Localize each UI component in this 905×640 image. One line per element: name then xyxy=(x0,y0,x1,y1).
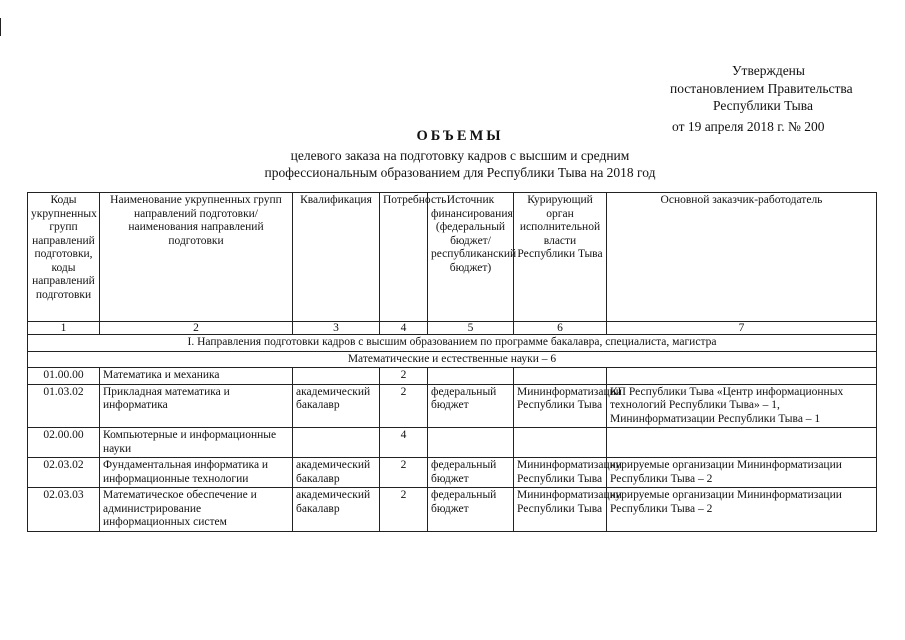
subsection-row xyxy=(28,351,877,368)
row-curator: Мининформатизации Республики Тыва xyxy=(514,488,607,532)
column-number: 3 xyxy=(293,322,380,335)
table-header-row xyxy=(28,193,877,322)
row-qualification xyxy=(293,368,380,385)
row-need: 2 xyxy=(380,488,428,532)
table-row xyxy=(28,458,877,488)
quota-table xyxy=(27,192,877,532)
row-name: Компьютерные и информационные науки xyxy=(100,428,293,458)
table-row xyxy=(28,488,877,532)
header-codes: Коды укрупненных групп направлений подготовки, коды направлений подготовки xyxy=(28,193,100,322)
row-curator: Мининформатизации Республики Тыва xyxy=(514,458,607,488)
row-name: Фундаментальная информатика и информационные технологии xyxy=(100,458,293,488)
page-edge-mark xyxy=(0,18,1,36)
column-number: 2 xyxy=(100,322,293,335)
document-title: ОБЪЕМЫ xyxy=(416,128,504,144)
header-customer: Основной заказчик-работодатель xyxy=(607,193,877,322)
column-number: 5 xyxy=(428,322,514,335)
row-need: 4 xyxy=(380,428,428,458)
row-need: 2 xyxy=(380,458,428,488)
document-subtitle xyxy=(170,147,750,181)
row-funding: федеральный бюджет xyxy=(428,384,514,428)
row-funding: федеральный бюджет xyxy=(428,458,514,488)
row-code: 01.03.02 xyxy=(28,384,100,428)
column-number-row xyxy=(28,322,877,335)
row-curator xyxy=(514,368,607,385)
approval-line: Утверждены xyxy=(732,63,805,78)
header-qualification: Квалификация xyxy=(293,193,380,322)
approval-line: Республики Тыва xyxy=(713,98,813,113)
row-funding xyxy=(428,368,514,385)
row-code: 02.03.02 xyxy=(28,458,100,488)
row-qualification: академический бакалавр xyxy=(293,488,380,532)
header-funding: Источник финансирования (федеральный бюджет/республиканский бюджет) xyxy=(428,193,514,322)
row-code: 02.03.03 xyxy=(28,488,100,532)
table-container xyxy=(27,192,876,640)
row-qualification xyxy=(293,428,380,458)
row-funding xyxy=(428,428,514,458)
row-customer xyxy=(607,368,877,385)
section-row xyxy=(28,335,877,352)
column-number: 4 xyxy=(380,322,428,335)
row-customer: курируемые организации Мининформатизации Республики Тыва – 2 xyxy=(607,458,877,488)
table-row xyxy=(28,368,877,385)
row-code: 01.00.00 xyxy=(28,368,100,385)
subtitle-line: профессиональным образованием для Республики Тыва на 2018 год xyxy=(264,165,656,180)
approval-block xyxy=(640,62,900,135)
column-number: 1 xyxy=(28,322,100,335)
approval-line: постановлением Правительства xyxy=(670,80,853,96)
row-qualification: академический бакалавр xyxy=(293,384,380,428)
subtitle-line: целевого заказа на подготовку кадров с высшим и средним xyxy=(290,148,630,163)
header-curator: Курирующий орган исполнительной власти Республики Тыва xyxy=(514,193,607,322)
subsection-heading: Математические и естественные науки – 6 xyxy=(28,351,877,368)
row-funding: федеральный бюджет xyxy=(428,488,514,532)
approval-date: от 19 апреля 2018 г. № 200 xyxy=(672,118,825,134)
row-customer: КП Республики Тыва «Центр информационных технологий Республики Тыва» – 1, Мининформатизации Республики Тыва – 1 xyxy=(607,384,877,428)
row-name: Математика и механика xyxy=(100,368,293,385)
header-need: Потребность xyxy=(380,193,428,322)
header-name: Наименование укрупненных групп направлений подготовки/ наименования направлений подготовки xyxy=(100,193,293,322)
row-name: Математическое обеспечение и администрирование информационных систем xyxy=(100,488,293,532)
row-curator xyxy=(514,428,607,458)
row-customer xyxy=(607,428,877,458)
column-number: 6 xyxy=(514,322,607,335)
row-need: 2 xyxy=(380,384,428,428)
row-qualification: академический бакалавр xyxy=(293,458,380,488)
row-name: Прикладная математика и информатика xyxy=(100,384,293,428)
table-row xyxy=(28,428,877,458)
row-need: 2 xyxy=(380,368,428,385)
row-code: 02.00.00 xyxy=(28,428,100,458)
section-heading: I. Направления подготовки кадров с высшим образованием по программе бакалавра, специалиста, магистра xyxy=(28,335,877,352)
row-customer: курируемые организации Мининформатизации Республики Тыва – 2 xyxy=(607,488,877,532)
column-number: 7 xyxy=(607,322,877,335)
table-row xyxy=(28,384,877,428)
row-curator: Мининформатизации Республики Тыва xyxy=(514,384,607,428)
